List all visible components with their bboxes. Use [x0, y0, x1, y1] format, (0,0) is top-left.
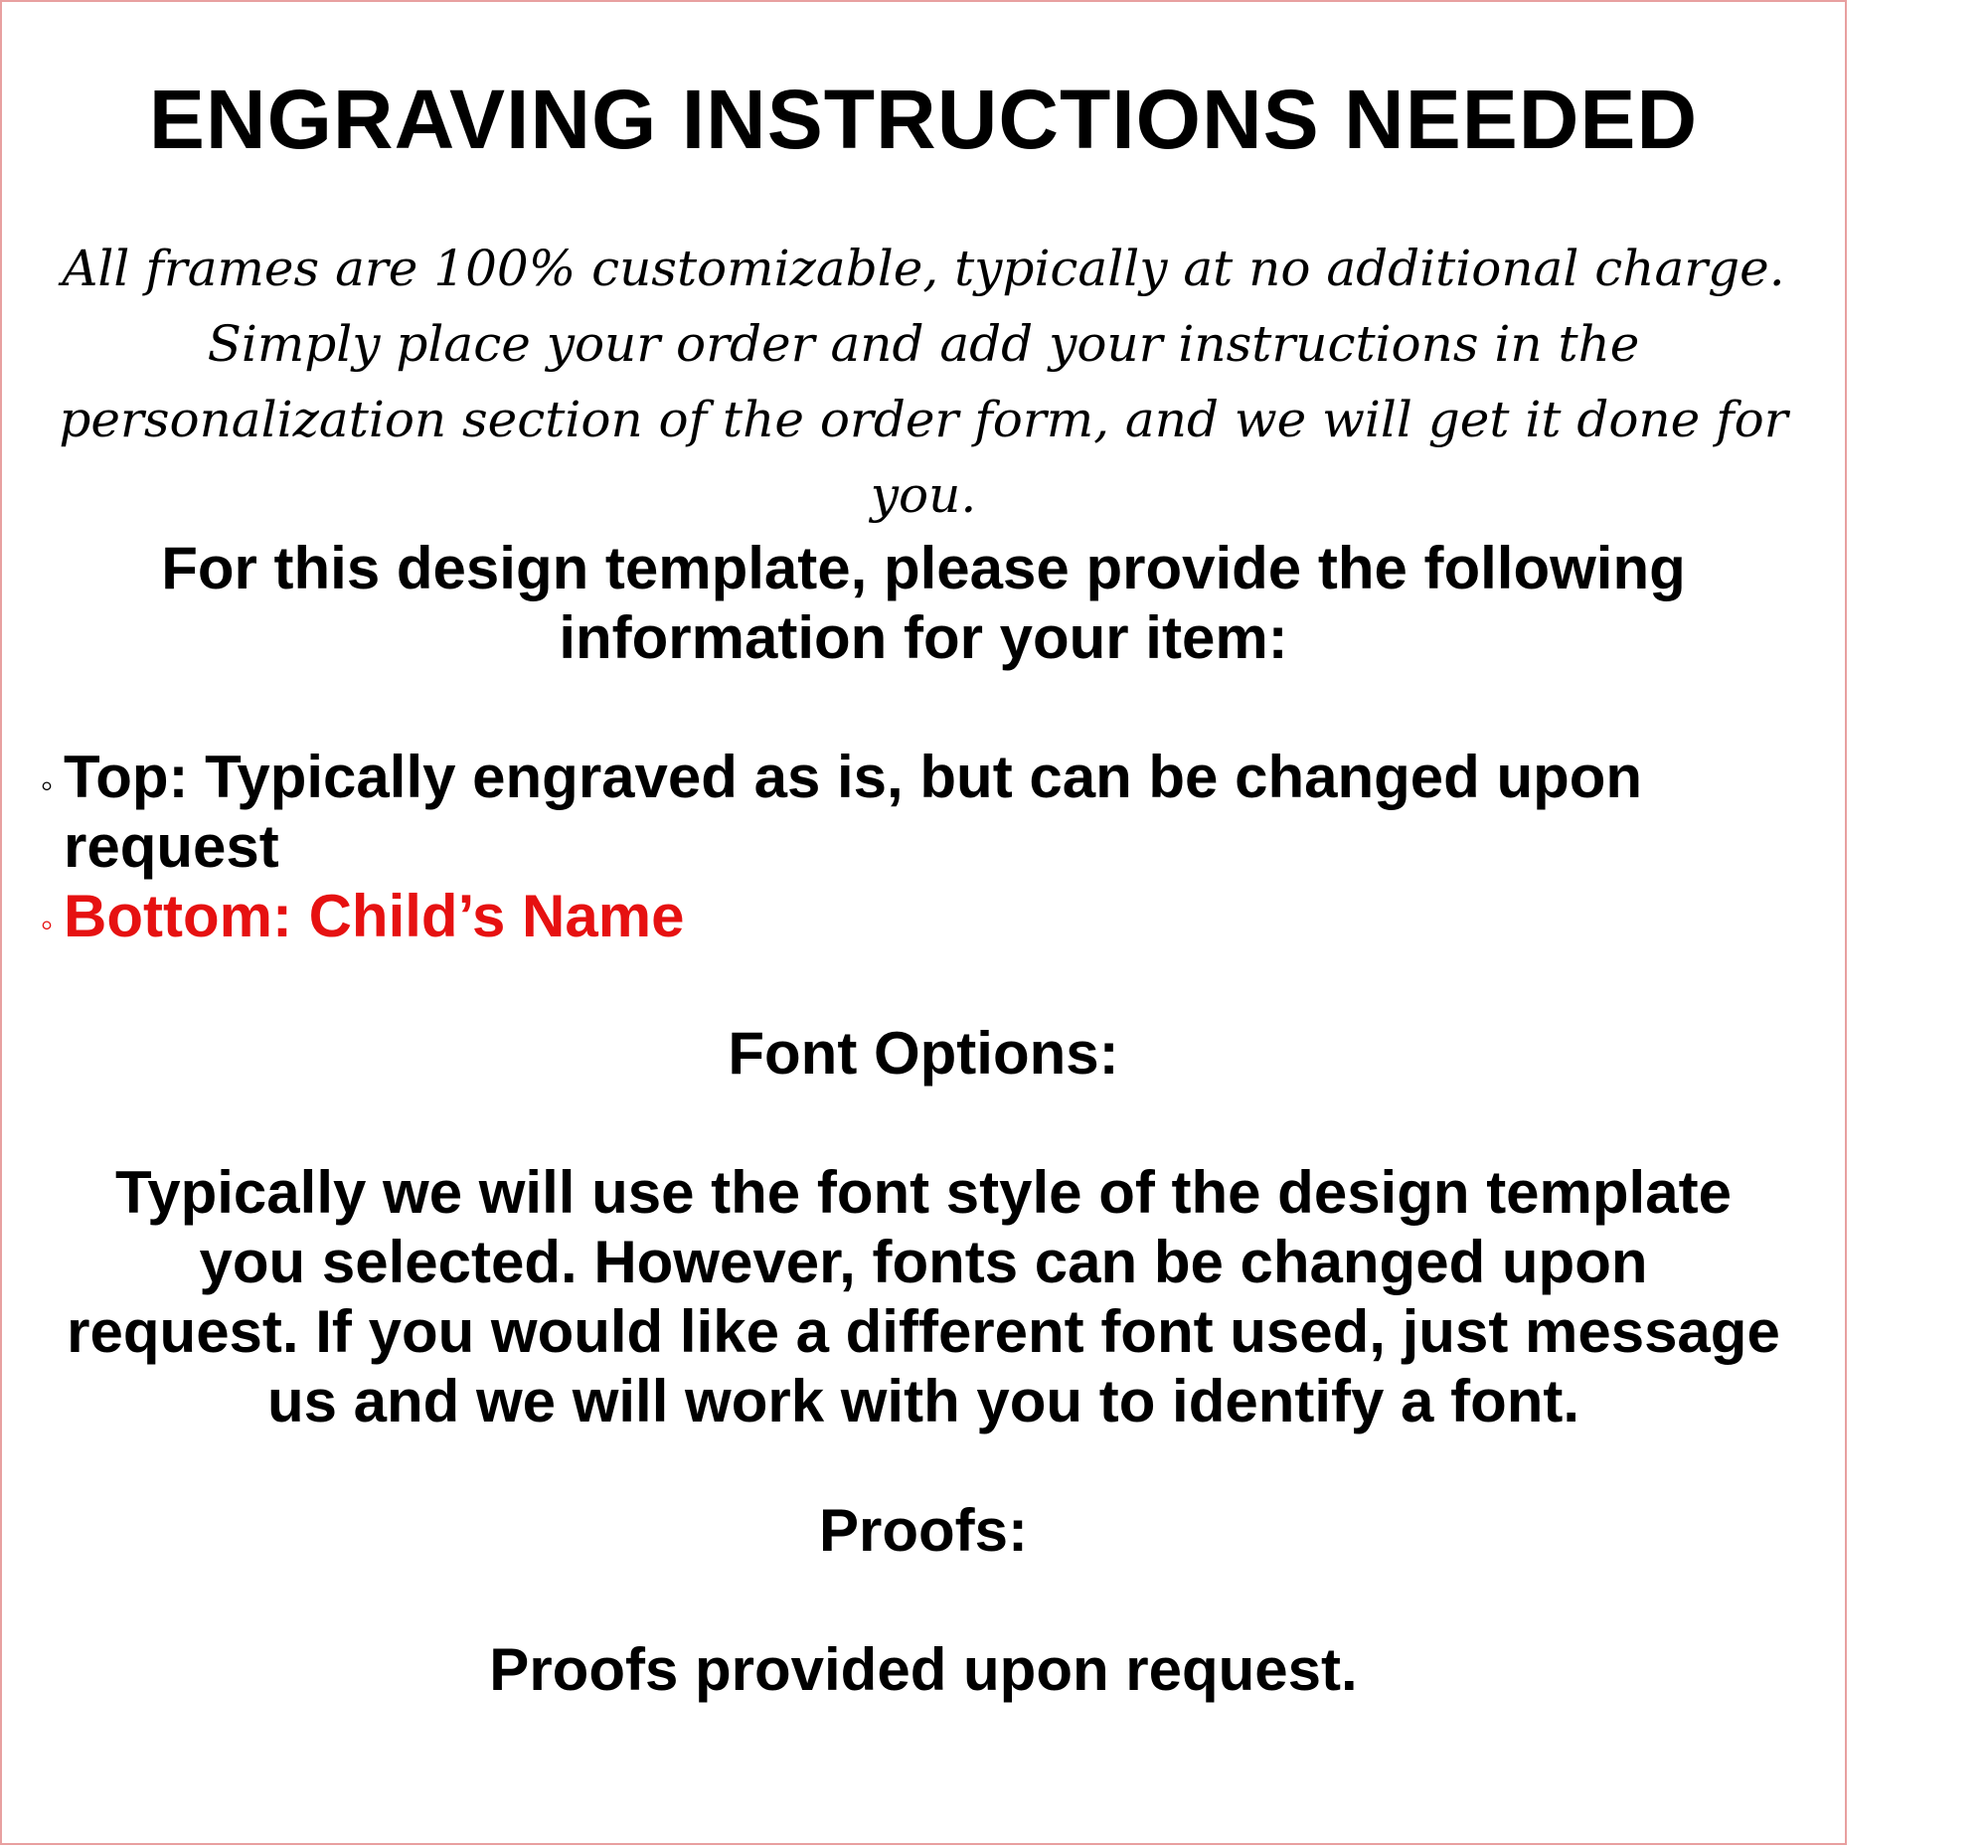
bullet-marker: ◦	[40, 764, 54, 805]
request-line-2: information for your item:	[559, 604, 1288, 671]
proofs-heading: Proofs:	[819, 1497, 1028, 1564]
font-options-line-2: you selected. However, fonts can be changed upon	[199, 1229, 1648, 1295]
font-options-line-1: Typically we will use the font style of the design template	[115, 1159, 1732, 1226]
font-options-line-3: request. If you would like a different font used, just message	[67, 1298, 1780, 1365]
intro-line-2: Simply place your order and add your instructions in the	[207, 315, 1640, 373]
page-title: ENGRAVING INSTRUCTIONS NEEDED	[148, 73, 1699, 166]
bullet-top	[30, 743, 1819, 880]
intro-line-1: All frames are 100% customizable, typically at no additional charge.	[62, 240, 1785, 297]
bullet-top-text: Top: Typically engraved as is, but can be changed upon	[64, 744, 1643, 810]
proofs-text: Proofs provided upon request.	[489, 1636, 1358, 1703]
bullet-bottom-text: Bottom: Child’s Name	[64, 883, 685, 949]
bullet-marker: ◦	[40, 904, 54, 944]
font-options-heading: Font Options:	[728, 1020, 1119, 1087]
bullet-top-continuation: request	[64, 813, 279, 880]
font-options-line-4: us and we will work with you to identify a font.	[266, 1368, 1580, 1434]
request-line-1: For this design template, please provide the following	[161, 535, 1686, 601]
bullet-bottom	[30, 882, 1819, 959]
intro-line-3: personalization section of the order form, and we will get it done for you.	[59, 391, 1788, 524]
